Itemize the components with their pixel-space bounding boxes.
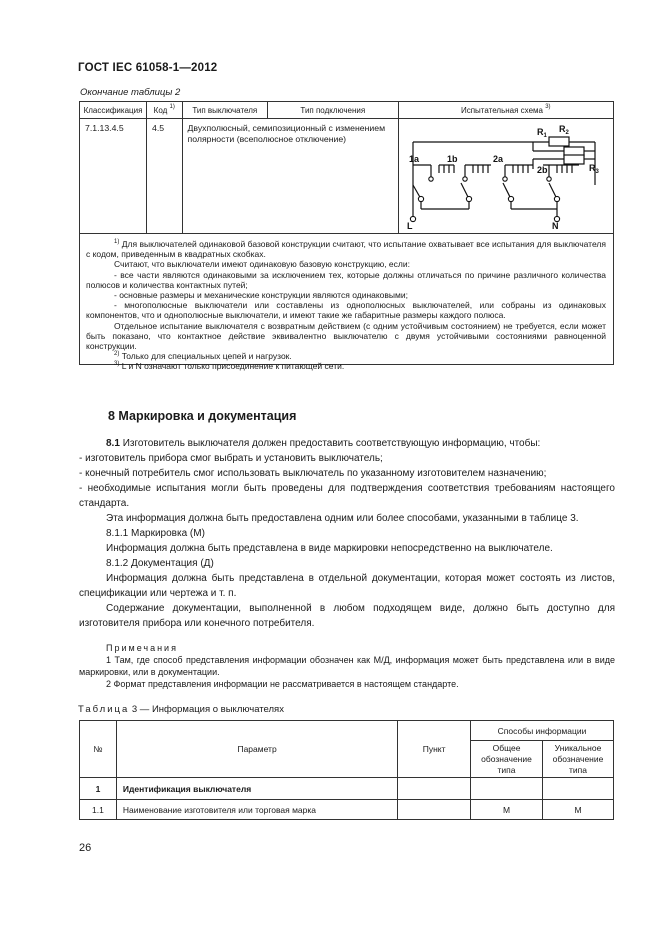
- row-parameter: Наименование изготовителя или торговая марка: [116, 800, 397, 820]
- table-3-caption: [78, 704, 284, 715]
- footnote-item: - основные размеры и механические конструкции являются одинаковыми;: [114, 290, 408, 301]
- row-unique: [543, 778, 614, 800]
- paragraph-8-1-1: Информация должна быть представлена в виде маркировки непосредственно на выключателе.: [106, 543, 553, 554]
- row-unique: М: [543, 800, 614, 820]
- label-l: L: [406, 221, 413, 231]
- paragraph-8-1: [79, 436, 615, 451]
- row-general: [471, 778, 543, 800]
- row-clause: [398, 778, 471, 800]
- footnote-1-mark: 1): [114, 239, 120, 245]
- section-8-title: 8 Маркировка и документация: [108, 409, 297, 423]
- label-r2: $R_2$: [558, 124, 569, 136]
- bullet-item: - изготовитель прибора смог выбрать и установить выключатель;: [79, 453, 383, 464]
- col-test-scheme: [398, 102, 613, 119]
- row-number: 1.1: [80, 800, 117, 820]
- table-row: [80, 778, 614, 800]
- footnote-3: [86, 361, 606, 371]
- notes-block: [79, 642, 615, 690]
- col-number: №: [80, 721, 117, 778]
- table-3-caption-prefix: Таблица: [78, 704, 130, 715]
- row-general: М: [471, 800, 543, 820]
- footnote-2: [86, 351, 606, 361]
- label-1b: 1b: [446, 154, 458, 164]
- cell-classification: 7.1.13.4.5: [80, 119, 147, 234]
- row-number: 1: [80, 778, 117, 800]
- row-parameter: Идентификация выключателя: [116, 778, 397, 800]
- footnote-3-mark: 3): [114, 361, 120, 368]
- paragraph-info: Эта информация должна быть предоставлена одним или более способами, указанными в таблице 3.: [106, 513, 579, 524]
- footnote-1-text: Для выключателей одинаковой базовой конструкции считают, что испытание охватывает все испытания для выключателя с кодом, приведенным в квадратных скобках.: [86, 239, 606, 260]
- cell-code: 4.5: [147, 119, 183, 234]
- bullet-item: - конечный потребитель смог использовать выключатель по указанному изготовителем назначению;: [79, 468, 547, 479]
- heading-8-1-2: 8.1.2 Документация (Д): [106, 558, 214, 569]
- bullet-item: - необходимые испытания могли быть проведены для подтверждения соответствия требованиям настоящего стандарта.: [79, 483, 615, 509]
- table-row: [80, 800, 614, 820]
- col-scheme-label: Испытательная схема: [460, 105, 543, 115]
- notes-title: Примечания: [106, 643, 178, 653]
- col-clause: Пункт: [398, 721, 471, 778]
- cell-switch-type: [182, 119, 398, 234]
- table-3: [79, 720, 614, 820]
- label-r3: $R_3$: [588, 163, 599, 175]
- cell-test-scheme: [398, 119, 613, 234]
- col-classification: Классификация: [80, 102, 147, 119]
- footnote-basis: Считают, что выключатели имеют одинаковую базовую конструкцию, если:: [114, 259, 410, 270]
- col-scheme-note: 3): [545, 103, 551, 110]
- paragraph-content: Содержание документации, выполненной в любом подходящем виде, должно быть доступно для изготовителя прибора или конечного потребителя.: [79, 603, 615, 629]
- col-switch-type: Тип выключателя: [182, 102, 268, 119]
- footnote-item: - многополюсные выключатели или составлены из однополюсных выключателей, или собраны из одинаковых компонентов, что и однополюсные выключатели, и имеют такие же габаритные размеры каждого полюса.: [86, 300, 606, 321]
- col-methods: Способы информации: [471, 721, 614, 741]
- row-clause: [398, 800, 471, 820]
- switch-type-text: Двухполюсный, семипозиционный с изменением полярности (всеполюсное отключение): [187, 123, 386, 144]
- col-code: [147, 102, 183, 119]
- page-number: 26: [79, 842, 92, 854]
- paragraph-8-1-2: Информация должна быть представлена в отдельной документации, которая может состоять из листов, спецификации или чертежа и т. п.: [79, 573, 615, 599]
- table-2-header-row: [80, 102, 614, 119]
- col-code-note: 1): [169, 103, 175, 110]
- footnote-separate: Отдельное испытание выключателя с возвратным действием (с одним устойчивым состоянием) не требуется, если может быть показано, что контактное действие эквивалентно выключателю с двумя устойчивыми состояниями равноценной конструкции.: [86, 320, 606, 352]
- col-general-type: Общее обозначение типа: [471, 741, 543, 778]
- col-code-label: Код: [153, 105, 168, 115]
- table-2-row: [80, 119, 614, 234]
- note-2: 2 Формат представления информации не рассматривается в настоящем стандарте.: [106, 679, 459, 689]
- col-parameter: Параметр: [116, 721, 397, 778]
- section-8-body: [79, 436, 615, 631]
- footnote-item: - все части являются одинаковыми за исключением тех, которые должны отличаться по причине различного количества полюсов и количества контактных путей;: [86, 269, 606, 290]
- label-n: N: [551, 221, 559, 231]
- footnote-3-text: L и N означают только присоединение к питающей сети.: [121, 361, 345, 372]
- table-continuation-caption: Окончание таблицы 2: [80, 87, 181, 98]
- col-connection-type: Тип подключения: [268, 102, 399, 119]
- table-3-caption-text: 3 — Информация о выключателях: [129, 704, 284, 715]
- heading-8-1-1: 8.1.1 Маркировка (М): [106, 528, 205, 539]
- table-3-header-row: [80, 721, 614, 741]
- standard-header: ГОСТ IEC 61058-1—2012: [78, 62, 218, 74]
- test-circuit-diagram: [399, 119, 613, 231]
- footnote-2-text: Только для специальных цепей и нагрузок.: [121, 351, 292, 362]
- label-2b: 2b: [536, 165, 548, 175]
- paragraph-8-1-text: Изготовитель выключателя должен предоставить соответствующую информацию, чтобы:: [122, 438, 541, 449]
- table-2-footnotes: [86, 239, 606, 372]
- note-1: 1 Там, где способ представления информации обозначен как М/Д, информация может быть представлена или в виде маркировки, или в документации.: [79, 655, 615, 677]
- label-1a: 1a: [408, 154, 419, 164]
- label-r1: $R_1$: [536, 127, 547, 139]
- footnote-2-mark: 2): [114, 351, 120, 358]
- paragraph-8-1-number: 8.1: [106, 438, 120, 449]
- col-unique-type: Уникальное обозначение типа: [543, 741, 614, 778]
- label-2a: 2a: [492, 154, 503, 164]
- footnote-1: [86, 239, 606, 259]
